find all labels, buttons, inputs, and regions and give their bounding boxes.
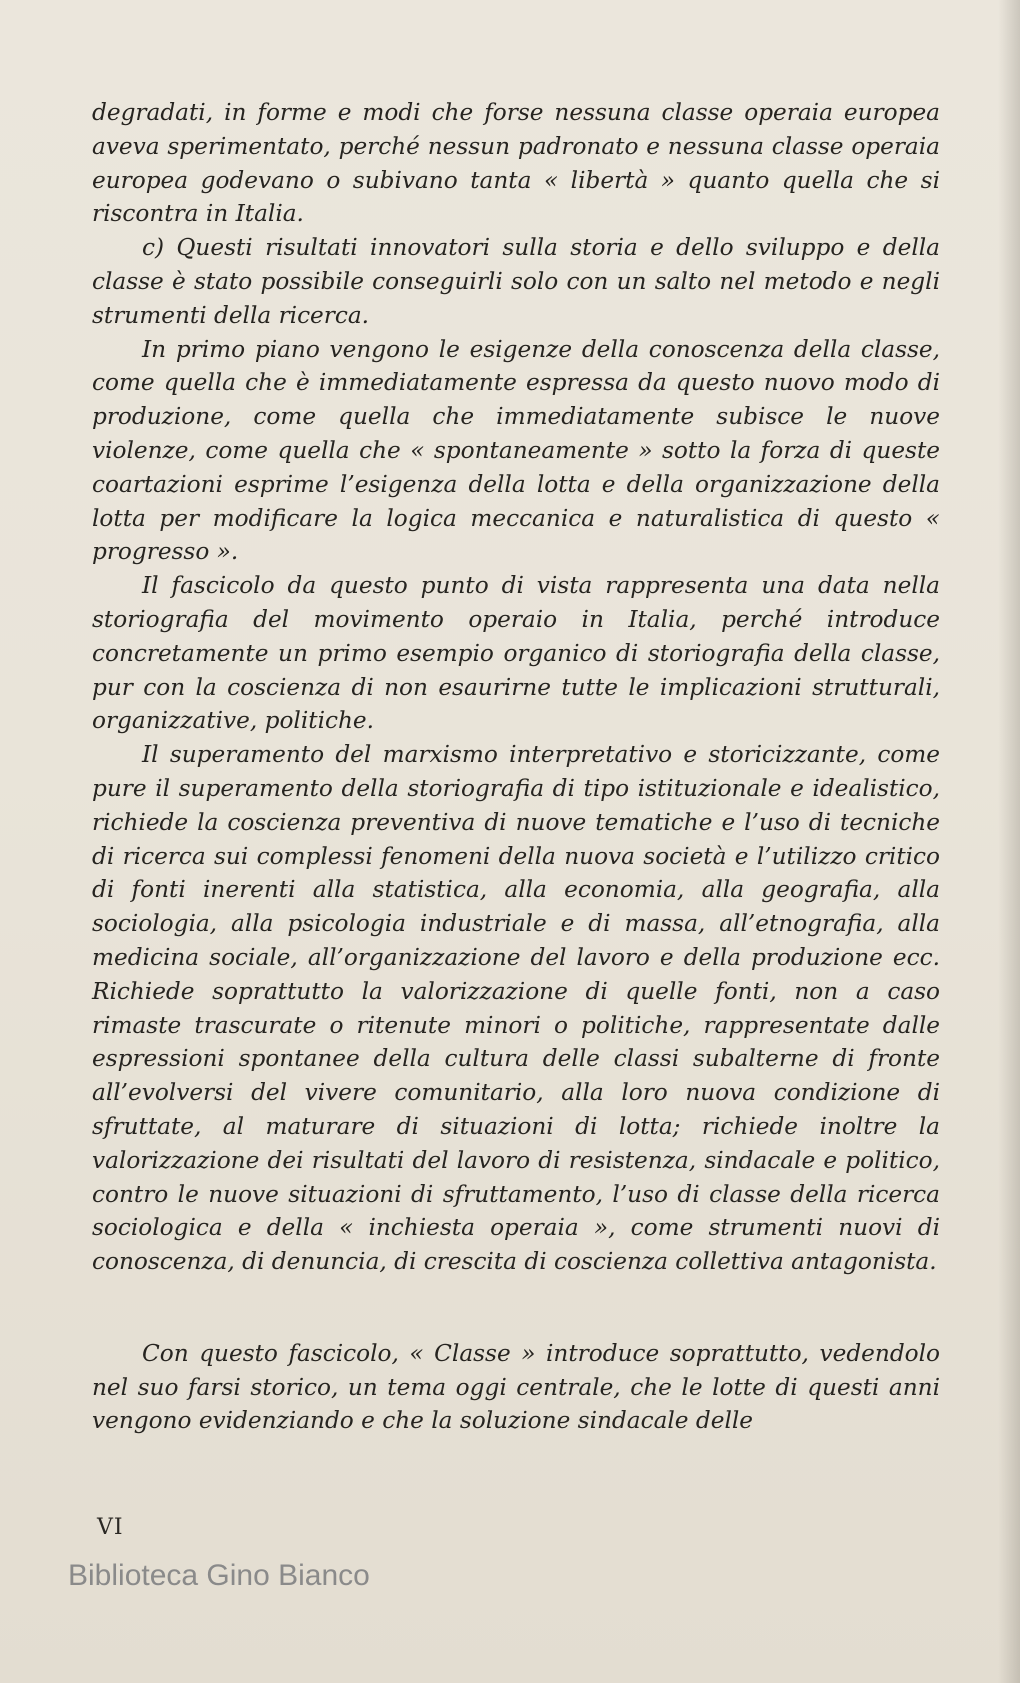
paragraph-4: Il fascicolo da questo punto di vista rappresenta una data nella storiografia del movimento operaio in Italia, perché introduce concretamente un primo esempio organico di storiografia della classe, pur con la coscienza di non esaurirne tutte le implicazioni strutturali, organizzative, politiche.	[92, 572, 940, 735]
paragraph-1: degradati, in forme e modi che forse nessuna classe operaia europea aveva sperimentato, perché nessun padronato e nessuna classe operaia europea godevano o subivano tanta « libertà » quanto quella che si riscontra in Italia.	[92, 99, 940, 228]
paragraph-6: Con questo fascicolo, « Classe » introduce soprattutto, vedendolo nel suo farsi storico, un tema oggi centrale, che le lotte di questi anni vengono evidenziando e che la soluzione sindacale delle	[92, 1339, 940, 1435]
paragraph-2: c) Questi risultati innovatori sulla storia e dello sviluppo e della classe è stato possibile conseguirli solo con un salto nel metodo e negli strumenti della ricerca.	[92, 234, 940, 329]
library-watermark: Biblioteca Gino Bianco	[68, 1559, 370, 1592]
paragraph-3: In primo piano vengono le esigenze della conoscenza della classe, come quella che è immediatamente espressa da questo nuovo modo di produzione, come quella che immediatamente subisce le nuove violenze, come quella che « spontaneamente » sotto la forza di queste coartazioni esprime l’esigenza della lotta e della organizzazione della lotta per modificare la logica meccanica e naturalistica di questo « progresso ».	[92, 335, 940, 566]
page-number: VI	[97, 1515, 124, 1540]
paragraph-5: Il superamento del marxismo interpretativo e storicizzante, come pure il superamento della storiografia di tipo istituzionale e idealistico, richiede la coscienza preventiva di nuove tematiche e l’uso di tecniche di ricerca sui complessi fenomeni della nuova società e l’utilizzo critico di fonti inerenti alla statistica, alla economia, alla geografia, alla sociologia, alla psicologia industriale e di massa, all’etnografia, alla medicina sociale, all’organizzazione del lavoro e della produzione ecc. Richiede soprattutto la valorizzazione di quelle fonti, non a caso rimaste trascurate o ritenute minori o politiche, rappresentate dalle espressioni spontanee della cultura delle classi subalterne di fronte all’evolversi del vivere comunitario, alla loro nuova condizione di sfruttate, al maturare di situazioni di lotta; richiede inoltre la valorizzazione dei risultati del lavoro di resistenza, sindacale e politico, contro le nuove situazioni di sfruttamento, l’uso di classe della ricerca sociologica e della « inchiesta operaia », come strumenti nuovi di conoscenza, di denuncia, di crescita di coscienza collettiva antagonista.	[92, 741, 940, 1276]
body-text	[92, 96, 940, 1438]
